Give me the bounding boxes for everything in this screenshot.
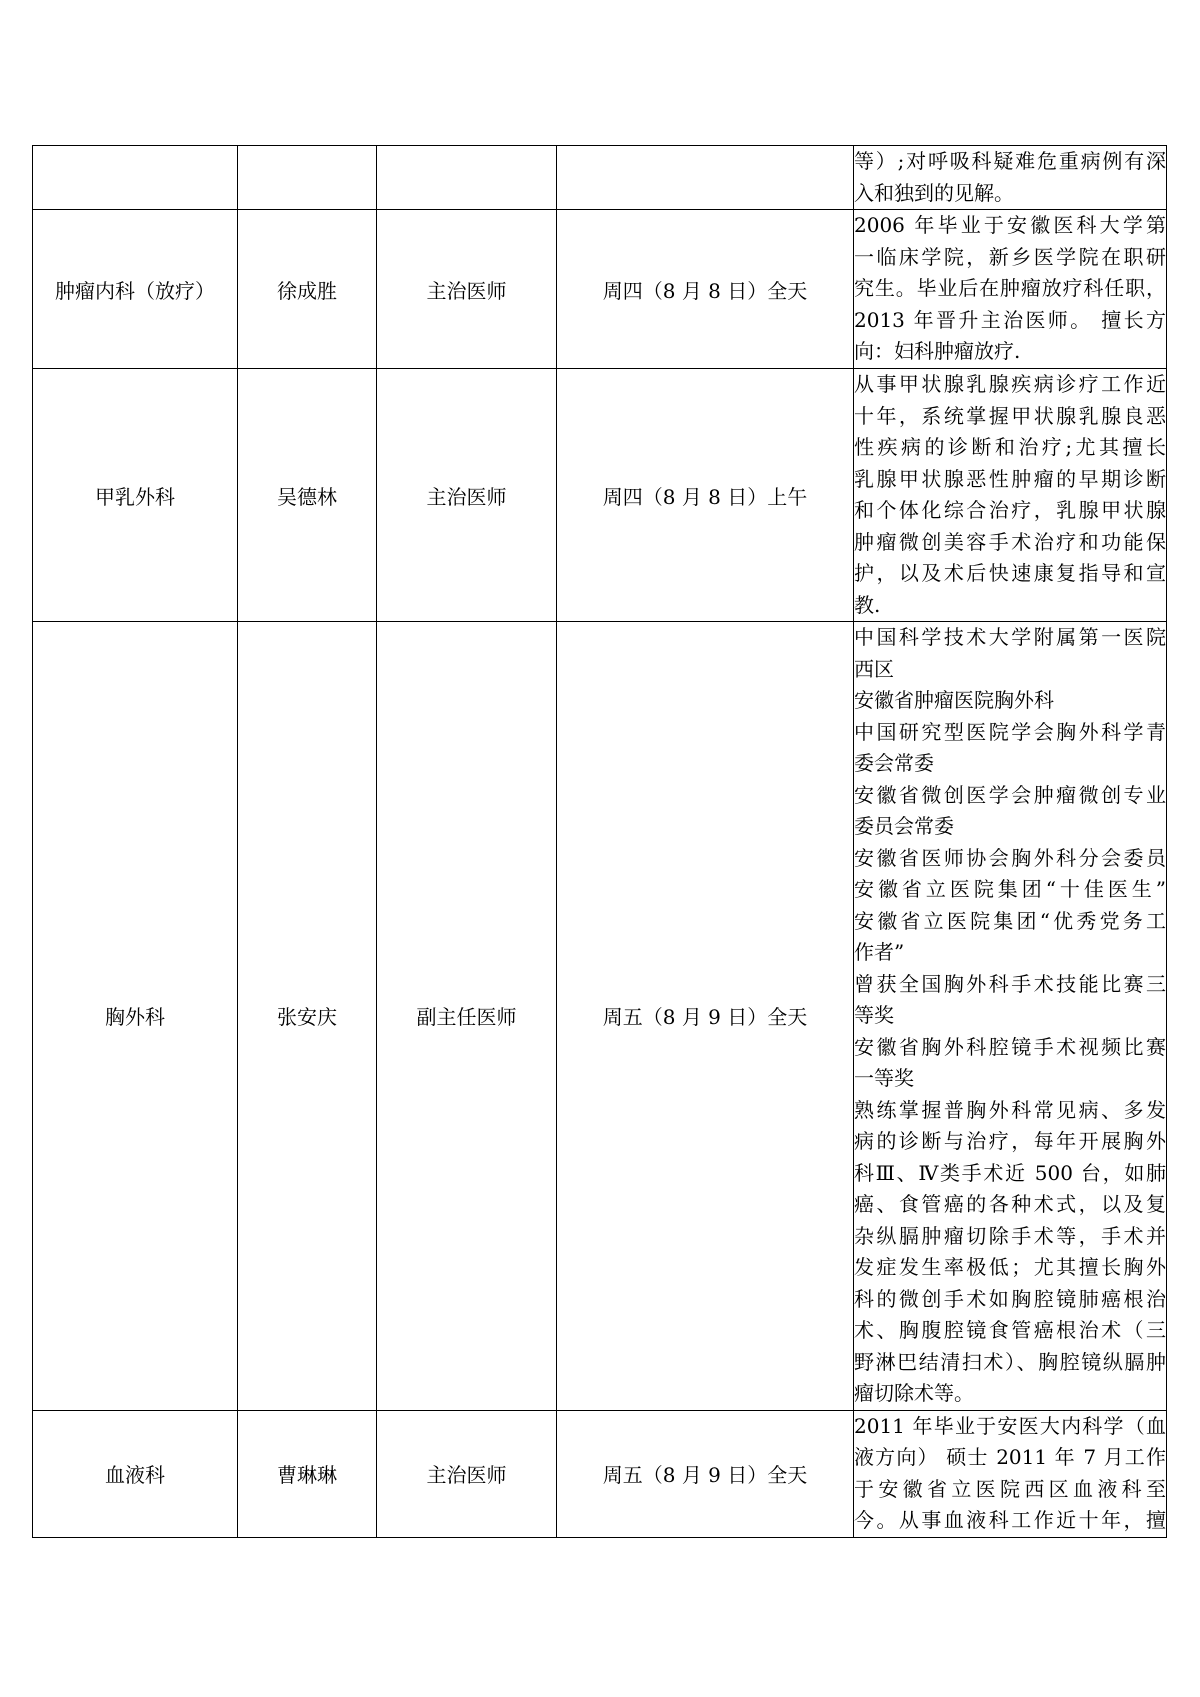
- title-cell: 主治医师: [377, 210, 557, 369]
- department-cell: [33, 146, 238, 210]
- schedule-cell: 周四（8 月 8 日）全天: [557, 210, 854, 369]
- description-line: 安徽省医师协会胸外科分会委员: [854, 845, 1166, 870]
- doctor-cell: 吴德林: [238, 369, 377, 622]
- title-cell: [377, 146, 557, 210]
- description-cell: [854, 210, 1167, 369]
- doctor-cell: 徐成胜: [238, 210, 377, 369]
- description-line: 一等奖: [854, 1066, 914, 1090]
- description-line: 安徽省肿瘤医院胸外科: [854, 688, 1054, 712]
- description-line: 癌、食管癌的各种术式，以及复: [854, 1192, 1166, 1216]
- department-cell: 肿瘤内科（放疗）: [33, 210, 238, 369]
- schedule-cell: 周五（8 月 9 日）全天: [557, 622, 854, 1411]
- description-line: 从事甲状腺乳腺疾病诊疗工作近: [854, 372, 1166, 396]
- description-line: 性疾病的诊断和治疗;尤其擅长: [854, 435, 1166, 459]
- description-line: 安徽省微创医学会肿瘤微创专业: [854, 782, 1166, 807]
- description-line: 病的诊断与治疗，每年开展胸外: [854, 1129, 1166, 1153]
- description-line: 一临床学院，新乡医学院在职研: [854, 244, 1166, 269]
- doctor-cell: 曹琳琳: [238, 1410, 377, 1537]
- table-row: [33, 210, 1167, 369]
- description-line: 杂纵膈肿瘤切除手术等，手术并: [854, 1223, 1166, 1248]
- description-line: 发症发生率极低；尤其擅长胸外: [854, 1255, 1166, 1279]
- description-line: 等）;对呼吸科疑难危重病例有深: [854, 149, 1166, 173]
- department-cell: 甲乳外科: [33, 369, 238, 622]
- description-line: 科的微创手术如胸腔镜肺癌根治: [854, 1286, 1166, 1311]
- description-cell: [854, 1410, 1167, 1537]
- description-line: 安徽省立医院集团“优秀党务工: [854, 908, 1166, 933]
- description-line: 十年，系统掌握甲状腺乳腺良恶: [854, 403, 1166, 428]
- description-line: 2013 年晋升主治医师。 擅长方: [854, 307, 1166, 332]
- description-line: 2006 年毕业于安徽医科大学第: [854, 213, 1166, 237]
- doctor-cell: 张安庆: [238, 622, 377, 1411]
- description-line: 瘤切除术等。: [854, 1381, 974, 1405]
- department-cell: 胸外科: [33, 622, 238, 1411]
- description-line: 西区: [854, 656, 894, 681]
- schedule-cell: [557, 146, 854, 210]
- department-cell: 血液科: [33, 1410, 238, 1537]
- table-row: [33, 622, 1167, 1411]
- description-cell: [854, 146, 1167, 210]
- title-cell: 副主任医师: [377, 622, 557, 1411]
- description-line: 液方向） 硕士 2011 年 7 月工作: [854, 1445, 1166, 1469]
- doctor-schedule-table: [32, 145, 1167, 1538]
- table-row: [33, 146, 1167, 210]
- description-line: 于安徽省立医院西区血液科至: [854, 1476, 1166, 1501]
- description-line: 曾获全国胸外科手术技能比赛三: [854, 971, 1166, 996]
- description-line: 向：妇科肿瘤放疗.: [854, 339, 1021, 363]
- description-line: 委员会常委: [854, 814, 954, 838]
- description-line: 作者”: [854, 940, 905, 964]
- description-cell: [854, 369, 1167, 622]
- description-line: 中国研究型医院学会胸外科学青: [854, 719, 1166, 744]
- description-line: 安徽省立医院集团“十佳医生”: [854, 877, 1166, 901]
- doctor-cell: [238, 146, 377, 210]
- description-line: 安徽省胸外科腔镜手术视频比赛: [854, 1034, 1166, 1059]
- table-row: [33, 1410, 1167, 1537]
- title-cell: 主治医师: [377, 369, 557, 622]
- schedule-cell: 周四（8 月 8 日）上午: [557, 369, 854, 622]
- description-line: 乳腺甲状腺恶性肿瘤的早期诊断: [854, 466, 1166, 491]
- description-line: 中国科学技术大学附属第一医院: [854, 625, 1166, 649]
- schedule-cell: 周五（8 月 9 日）全天: [557, 1410, 854, 1537]
- description-line: 入和独到的见解。: [854, 180, 1014, 205]
- table-row: [33, 369, 1167, 622]
- description-line: 今。从事血液科工作近十年，擅: [854, 1508, 1166, 1532]
- description-line: 等奖: [854, 1003, 894, 1027]
- description-line: 委会常委: [854, 751, 934, 775]
- description-line: 究生。毕业后在肿瘤放疗科任职，: [854, 276, 1166, 300]
- description-line: 2011 年毕业于安医大内科学（血: [854, 1413, 1166, 1438]
- description-line: 科Ⅲ、Ⅳ类手术近 500 台，如肺: [854, 1160, 1166, 1185]
- description-cell: [854, 622, 1167, 1411]
- description-line: 野淋巴结清扫术）、胸腔镜纵膈肿: [854, 1349, 1166, 1374]
- description-line: 肿瘤微创美容手术治疗和功能保: [854, 529, 1166, 554]
- description-line: 熟练掌握普胸外科常见病、多发: [854, 1097, 1166, 1122]
- description-line: 教.: [854, 592, 881, 617]
- description-line: 和个体化综合治疗，乳腺甲状腺: [854, 498, 1166, 522]
- title-cell: 主治医师: [377, 1410, 557, 1537]
- description-line: 术、胸腹腔镜食管癌根治术（三: [854, 1318, 1166, 1342]
- description-line: 护，以及术后快速康复指导和宣: [854, 561, 1166, 585]
